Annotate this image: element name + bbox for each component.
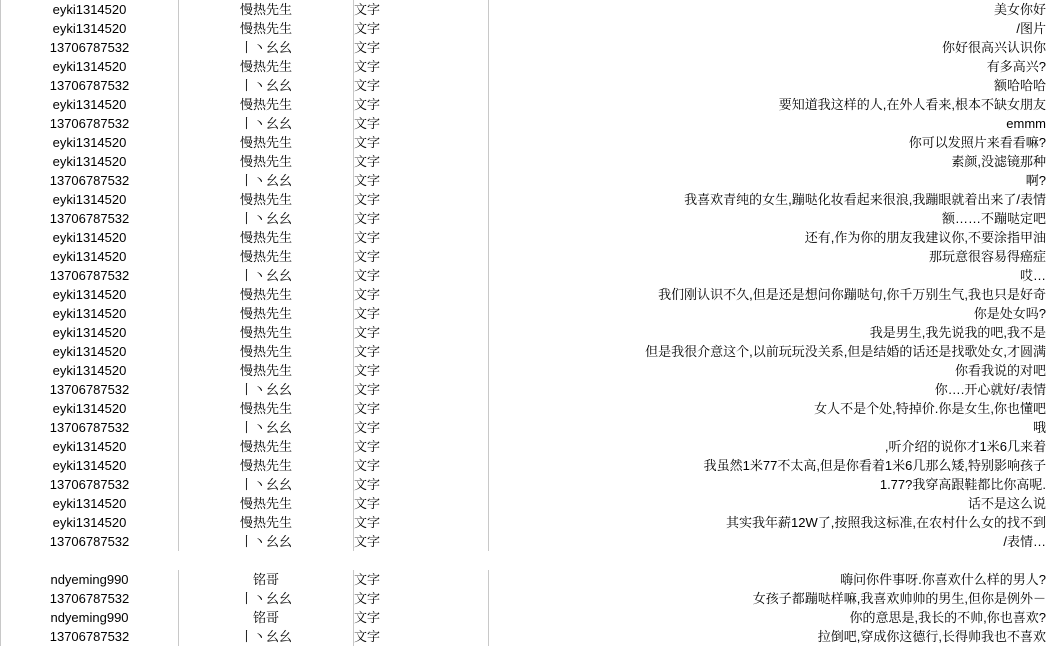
cell-account: 13706787532 (1, 114, 179, 133)
cell-nickname: 慢热先生 (179, 342, 354, 361)
cell-account: eyki1314520 (1, 342, 179, 361)
cell-message-text: 你的意思是,我长的不帅,你也喜欢? (489, 608, 1046, 627)
spacer-cell (1, 551, 1046, 570)
cell-message-type: 文字 (354, 114, 489, 133)
cell-message-text: 我们刚认识不久,但是还是想问你蹦哒句,你千万别生气,我也只是好奇 (489, 285, 1046, 304)
cell-account: ndyeming990 (1, 570, 179, 589)
cell-account: eyki1314520 (1, 95, 179, 114)
cell-message-text: 素颜,没滤镜那种 (489, 152, 1046, 171)
cell-account: 13706787532 (1, 532, 179, 551)
cell-nickname: 丨丶幺幺 (179, 418, 354, 437)
cell-message-text: 你是处女吗? (489, 304, 1046, 323)
cell-message-text: emmm (489, 114, 1046, 133)
cell-account: 13706787532 (1, 76, 179, 95)
table-row (1, 380, 1046, 399)
cell-message-type: 文字 (354, 304, 489, 323)
cell-message-text: 嗨问你件事呀.你喜欢什么样的男人? (489, 570, 1046, 589)
cell-nickname: 慢热先生 (179, 399, 354, 418)
cell-nickname: 铭哥 (179, 570, 354, 589)
cell-message-type: 文字 (354, 361, 489, 380)
table-row (1, 418, 1046, 437)
cell-account: eyki1314520 (1, 228, 179, 247)
cell-nickname: 慢热先生 (179, 513, 354, 532)
cell-account: 13706787532 (1, 627, 179, 646)
cell-nickname: 慢热先生 (179, 437, 354, 456)
cell-message-type: 文字 (354, 380, 489, 399)
cell-message-type: 文字 (354, 57, 489, 76)
cell-account: eyki1314520 (1, 399, 179, 418)
cell-account: eyki1314520 (1, 456, 179, 475)
cell-message-text: 你好很高兴认识你 (489, 38, 1046, 57)
table-row (1, 456, 1046, 475)
table-row (1, 114, 1046, 133)
cell-message-text: /图片 (489, 19, 1046, 38)
cell-message-text: 我喜欢青纯的女生,蹦哒化妆看起来很浪,我蹦眼就着出来了/表情 (489, 190, 1046, 209)
cell-nickname: 慢热先生 (179, 285, 354, 304)
cell-account: eyki1314520 (1, 247, 179, 266)
cell-account: eyki1314520 (1, 19, 179, 38)
cell-message-type: 文字 (354, 95, 489, 114)
cell-nickname: 丨丶幺幺 (179, 532, 354, 551)
cell-message-type: 文字 (354, 589, 489, 608)
table-row (1, 627, 1046, 646)
table-row (1, 19, 1046, 38)
cell-nickname: 丨丶幺幺 (179, 266, 354, 285)
cell-message-type: 文字 (354, 266, 489, 285)
cell-message-type: 文字 (354, 494, 489, 513)
cell-message-text: 其实我年薪12W了,按照我这标准,在农村什么女的找不到 (489, 513, 1046, 532)
cell-nickname: 丨丶幺幺 (179, 114, 354, 133)
cell-account: 13706787532 (1, 38, 179, 57)
cell-message-text: 我是男生,我先说我的吧,我不是 (489, 323, 1046, 342)
cell-message-text: 哎… (489, 266, 1046, 285)
table-row (1, 437, 1046, 456)
table-row (1, 266, 1046, 285)
cell-message-text: 1.77?我穿高跟鞋都比你高呢. (489, 475, 1046, 494)
cell-nickname: 慢热先生 (179, 304, 354, 323)
cell-nickname: 慢热先生 (179, 361, 354, 380)
table-row (1, 209, 1046, 228)
cell-account: eyki1314520 (1, 285, 179, 304)
cell-nickname: 丨丶幺幺 (179, 76, 354, 95)
cell-message-type: 文字 (354, 399, 489, 418)
cell-message-text: 我虽然1米77不太高,但是你看着1米6几那么矮,特别影响孩子 (489, 456, 1046, 475)
cell-message-text: 额……不蹦哒定吧 (489, 209, 1046, 228)
cell-message-type: 文字 (354, 456, 489, 475)
cell-message-type: 文字 (354, 437, 489, 456)
cell-nickname: 丨丶幺幺 (179, 475, 354, 494)
cell-message-type: 文字 (354, 513, 489, 532)
cell-message-text: 额哈哈哈 (489, 76, 1046, 95)
chat-log-body (1, 0, 1046, 646)
cell-message-type: 文字 (354, 475, 489, 494)
table-row (1, 475, 1046, 494)
cell-account: ndyeming990 (1, 608, 179, 627)
cell-message-text: 女人不是个处,特掉价.你是女生,你也懂吧 (489, 399, 1046, 418)
cell-nickname: 丨丶幺幺 (179, 209, 354, 228)
cell-account: 13706787532 (1, 209, 179, 228)
table-row (1, 323, 1046, 342)
cell-message-type: 文字 (354, 19, 489, 38)
cell-nickname: 慢热先生 (179, 57, 354, 76)
cell-account: 13706787532 (1, 475, 179, 494)
cell-account: 13706787532 (1, 380, 179, 399)
table-row (1, 0, 1046, 19)
table-row (1, 190, 1046, 209)
table-row (1, 152, 1046, 171)
cell-account: eyki1314520 (1, 0, 179, 19)
table-row (1, 95, 1046, 114)
cell-message-type: 文字 (354, 76, 489, 95)
cell-message-type: 文字 (354, 0, 489, 19)
table-row (1, 247, 1046, 266)
cell-message-type: 文字 (354, 190, 489, 209)
table-row (1, 171, 1046, 190)
cell-message-type: 文字 (354, 532, 489, 551)
cell-nickname: 丨丶幺幺 (179, 380, 354, 399)
table-row (1, 133, 1046, 152)
cell-nickname: 丨丶幺幺 (179, 171, 354, 190)
cell-account: eyki1314520 (1, 494, 179, 513)
table-row (1, 361, 1046, 380)
cell-nickname: 慢热先生 (179, 323, 354, 342)
cell-account: eyki1314520 (1, 513, 179, 532)
cell-message-type: 文字 (354, 133, 489, 152)
table-row (1, 494, 1046, 513)
cell-message-type: 文字 (354, 627, 489, 646)
cell-message-text: 那玩意很容易得癌症 (489, 247, 1046, 266)
cell-message-type: 文字 (354, 38, 489, 57)
cell-message-type: 文字 (354, 228, 489, 247)
cell-message-type: 文字 (354, 171, 489, 190)
cell-message-text: ,听介绍的说你才1米6几来着 (489, 437, 1046, 456)
cell-nickname: 慢热先生 (179, 494, 354, 513)
cell-message-type: 文字 (354, 570, 489, 589)
cell-nickname: 丨丶幺幺 (179, 38, 354, 57)
cell-message-type: 文字 (354, 247, 489, 266)
cell-nickname: 慢热先生 (179, 228, 354, 247)
cell-nickname: 铭哥 (179, 608, 354, 627)
cell-message-text: 但是我很介意这个,以前玩玩没关系,但是结婚的话还是找歌处女,才圆满 (489, 342, 1046, 361)
cell-nickname: 慢热先生 (179, 0, 354, 19)
cell-message-text: 女孩子都蹦哒样嘛,我喜欢帅帅的男生,但你是例外－ (489, 589, 1046, 608)
table-row (1, 285, 1046, 304)
cell-nickname: 丨丶幺幺 (179, 589, 354, 608)
cell-nickname: 慢热先生 (179, 152, 354, 171)
table-row (1, 38, 1046, 57)
table-row (1, 342, 1046, 361)
cell-message-type: 文字 (354, 323, 489, 342)
table-row (1, 57, 1046, 76)
cell-message-text: 美女你好 (489, 0, 1046, 19)
cell-account: 13706787532 (1, 266, 179, 285)
cell-account: eyki1314520 (1, 361, 179, 380)
table-row (1, 399, 1046, 418)
cell-nickname: 慢热先生 (179, 456, 354, 475)
table-row (1, 608, 1046, 627)
cell-account: eyki1314520 (1, 133, 179, 152)
cell-account: 13706787532 (1, 589, 179, 608)
table-row (1, 76, 1046, 95)
cell-account: eyki1314520 (1, 57, 179, 76)
cell-message-type: 文字 (354, 608, 489, 627)
cell-message-text: 有多高兴? (489, 57, 1046, 76)
cell-message-type: 文字 (354, 285, 489, 304)
cell-message-text: 拉倒吧,穿成你这德行,长得帅我也不喜欢 (489, 627, 1046, 646)
cell-message-text: 要知道我这样的人,在外人看来,根本不缺女朋友 (489, 95, 1046, 114)
cell-account: 13706787532 (1, 171, 179, 190)
table-row (1, 589, 1046, 608)
cell-message-type: 文字 (354, 418, 489, 437)
cell-nickname: 慢热先生 (179, 19, 354, 38)
cell-account: eyki1314520 (1, 323, 179, 342)
table-row (1, 532, 1046, 551)
cell-message-type: 文字 (354, 209, 489, 228)
cell-message-type: 文字 (354, 152, 489, 171)
cell-message-type: 文字 (354, 342, 489, 361)
table-row-spacer (1, 551, 1046, 570)
cell-message-text: 还有,作为你的朋友我建议你,不要涂指甲油 (489, 228, 1046, 247)
cell-nickname: 慢热先生 (179, 190, 354, 209)
cell-account: 13706787532 (1, 418, 179, 437)
table-row (1, 513, 1046, 532)
cell-message-text: 你….开心就好/表情 (489, 380, 1046, 399)
cell-message-text: 你看我说的对吧 (489, 361, 1046, 380)
cell-nickname: 慢热先生 (179, 95, 354, 114)
cell-account: eyki1314520 (1, 190, 179, 209)
cell-account: eyki1314520 (1, 304, 179, 323)
cell-message-text: 你可以发照片来看看嘛? (489, 133, 1046, 152)
cell-account: eyki1314520 (1, 437, 179, 456)
cell-message-text: 哦 (489, 418, 1046, 437)
cell-account: eyki1314520 (1, 152, 179, 171)
cell-message-text: 啊? (489, 171, 1046, 190)
cell-nickname: 丨丶幺幺 (179, 627, 354, 646)
table-row (1, 570, 1046, 589)
table-row (1, 304, 1046, 323)
cell-nickname: 慢热先生 (179, 247, 354, 266)
table-row (1, 228, 1046, 247)
cell-nickname: 慢热先生 (179, 133, 354, 152)
cell-message-text: 话不是这么说 (489, 494, 1046, 513)
cell-message-text: /表情… (489, 532, 1046, 551)
